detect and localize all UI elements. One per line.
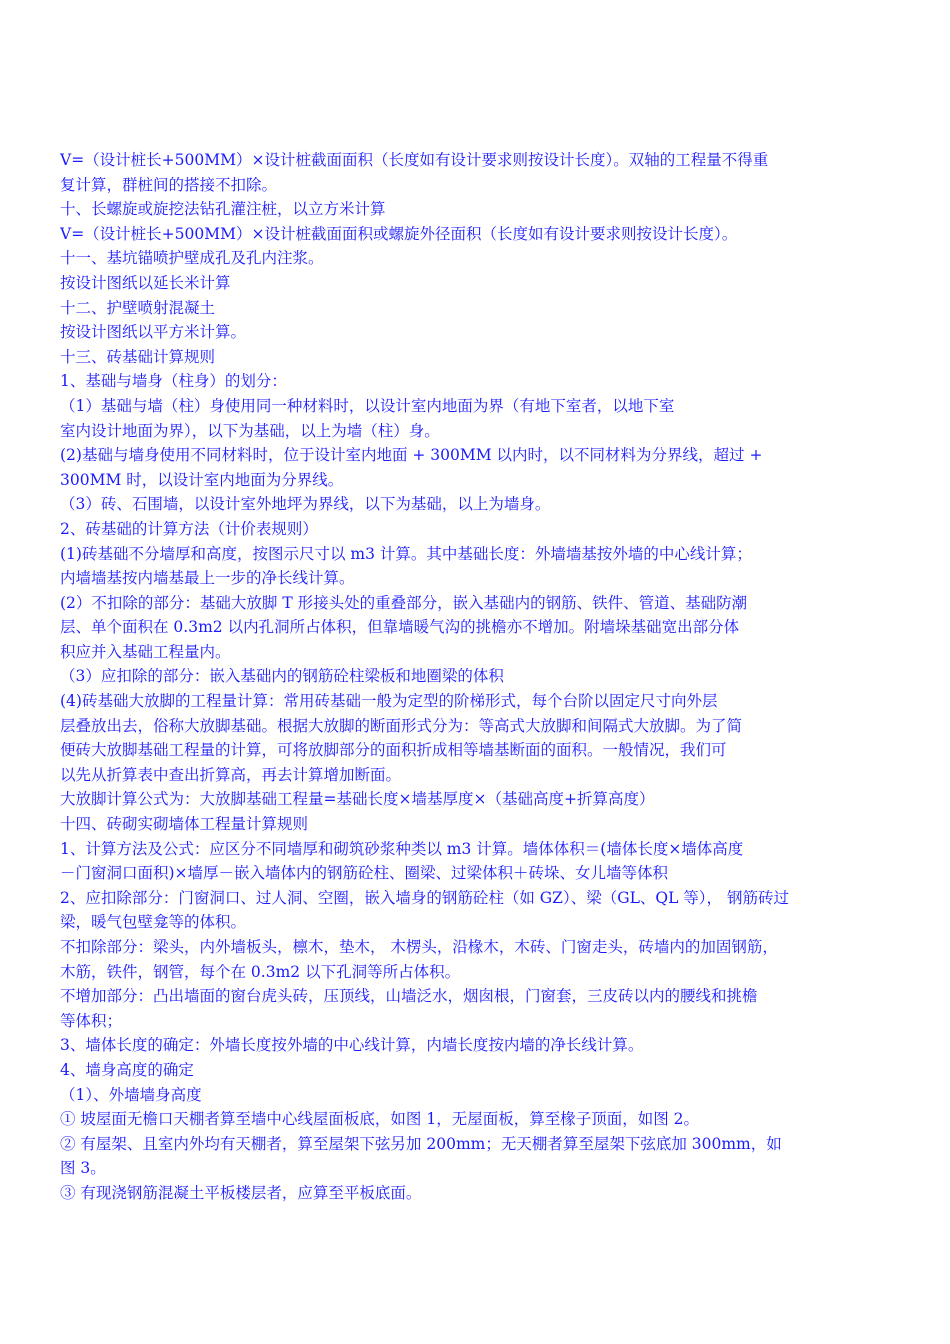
section-heading: 十二、护壁喷射混凝土 (60, 298, 216, 317)
text-line: 以先从折算表中查出折算高，再去计算增加断面。 (60, 765, 402, 784)
text-line: 木筋，铁件，钢管，每个在 0.3m2 以下孔洞等所占体积。 (60, 962, 461, 981)
document-body (60, 148, 890, 1206)
list-item-continuation: 图 3。 (60, 1159, 106, 1178)
text-line: V=（设计桩长+500MM）×设计桩截面面积或螺旋外径面积（长度如有设计要求则按设计长度）。 (60, 224, 738, 243)
text-line: 不扣除部分：梁头，内外墙板头，檩木，垫木， 木楞头，沿椽木，木砖、门窗走头，砖墙内的加固钢筋， (60, 938, 778, 956)
text-line: 积应并入基础工程量内。 (60, 642, 231, 661)
subsection-heading: （1）、外墙墙身高度 (60, 1085, 202, 1104)
text-line: 等体积； (60, 1011, 123, 1030)
text-line: 便砖大放脚基础工程量的计算，可将放脚部分的面积折成相等墙基断面的面积。一般情况，我们可 (60, 741, 727, 760)
section-heading: 十四、砖砌实砌墙体工程量计算规则 (60, 815, 309, 834)
text-line: 不增加部分：凸出墙面的窗台虎头砖，压顶线，山墙泛水，烟囱根，门窗套，三皮砖以内的腰线和挑檐 (60, 987, 758, 1006)
text-line: 复计算，群桩间的搭接不扣除。 (60, 175, 278, 194)
text-line: 按设计图纸以延长米计算 (60, 273, 231, 292)
text-line: 室内设计地面为界），以下为基础，以上为墙（柱）身。 (60, 421, 440, 440)
formula-line: 大放脚计算公式为：大放脚基础工程量=基础长度×墙基厚度×（基础高度+折算高度） (60, 790, 655, 809)
section-heading: 十一、基坑锚喷护壁成孔及孔内注浆。 (60, 249, 324, 268)
text-line: (2）不扣除的部分：基础大放脚 T 形接头处的重叠部分，嵌入基础内的钢筋、铁件、管道、基础防潮 (60, 593, 748, 612)
list-item: ③ 有现浇钢筋混凝土平板楼层者，应算至平板底面。 (60, 1183, 422, 1202)
text-line: 层叠放出去，俗称大放脚基础。根据大放脚的断面形式分为：等高式大放脚和间隔式大放脚。为了简 (60, 716, 743, 735)
text-line: （3）砖、石围墙，以设计室外地坪为界线，以下为基础，以上为墙身。 (60, 495, 551, 514)
text-line: （3）应扣除的部分：嵌入基础内的钢筋砼柱梁板和地圈梁的体积 (60, 667, 504, 686)
text-line: 300MM 时，以设计室内地面为分界线。 (60, 470, 344, 489)
text-line: 3、墙体长度的确定：外墙长度按外墙的中心线计算，内墙长度按内墙的净长线计算。 (60, 1036, 644, 1055)
text-line: －门窗洞口面积)×墙厚－嵌入墙体内的钢筋砼柱、圈梁、过梁体积＋砖垛、女儿墙等体积 (60, 864, 669, 883)
subsection-heading: 1、基础与墙身（柱身）的划分： (60, 372, 287, 391)
text-line: （1）基础与墙（柱）身使用同一种材料时，以设计室内地面为界（有地下室者，以地下室 (60, 396, 675, 415)
section-heading: 十三、砖基础计算规则 (60, 347, 216, 366)
text-line: (2)基础与墙身使用不同材料时，位于设计室内地面 + 300MM 以内时，以不同材料为分界线，超过 + (60, 446, 763, 465)
text-line: (1)砖基础不分墙厚和高度，按图示尺寸以 m3 计算。其中基础长度：外墙墙基按外墙的中心线计算； (60, 544, 752, 563)
text-line: (4)砖基础大放脚的工程量计算：常用砖基础一般为定型的阶梯形式，每个台阶以固定尺寸向外层 (60, 692, 718, 711)
list-item: ① 坡屋面无檐口天棚者算至墙中心线屋面板底，如图 1，无屋面板，算至椽子顶面，如图 2。 (60, 1110, 700, 1129)
text-line: 2、应扣除部分：门窗洞口、过人洞、空圈，嵌入墙身的钢筋砼柱（如 GZ）、梁（GL、QL 等）， 钢筋砖过 (60, 888, 789, 907)
text-line: 1、计算方法及公式：应区分不同墙厚和砌筑砂浆种类以 m3 计算。墙体体积＝(墙体长度×墙体高度 (60, 839, 744, 858)
text-line: 按设计图纸以平方米计算。 (60, 323, 247, 342)
subsection-heading: 4、墙身高度的确定 (60, 1060, 194, 1079)
text-line: 梁，暖气包壁龛等的体积。 (60, 913, 247, 932)
subsection-heading: 2、砖基础的计算方法（计价表规则） (60, 519, 318, 538)
section-heading: 十、长螺旋或旋挖法钻孔灌注桩，以立方米计算 (60, 200, 386, 219)
text-line: 层、单个面积在 0.3m2 以内孔洞所占体积，但靠墙暖气沟的挑檐亦不增加。附墙垛基础宽出部分体 (60, 618, 740, 637)
list-item: ② 有屋架、且室内外均有天棚者，算至屋架下弦另加 200mm；无天棚者算至屋架下弦底加 300mm，如 (60, 1134, 782, 1153)
text-line: 内墙墙基按内墙基最上一步的净长线计算。 (60, 569, 355, 588)
text-line: V=（设计桩长+500MM）×设计桩截面面积（长度如有设计要求则按设计长度）。双轴的工程量不得重 (60, 151, 769, 169)
